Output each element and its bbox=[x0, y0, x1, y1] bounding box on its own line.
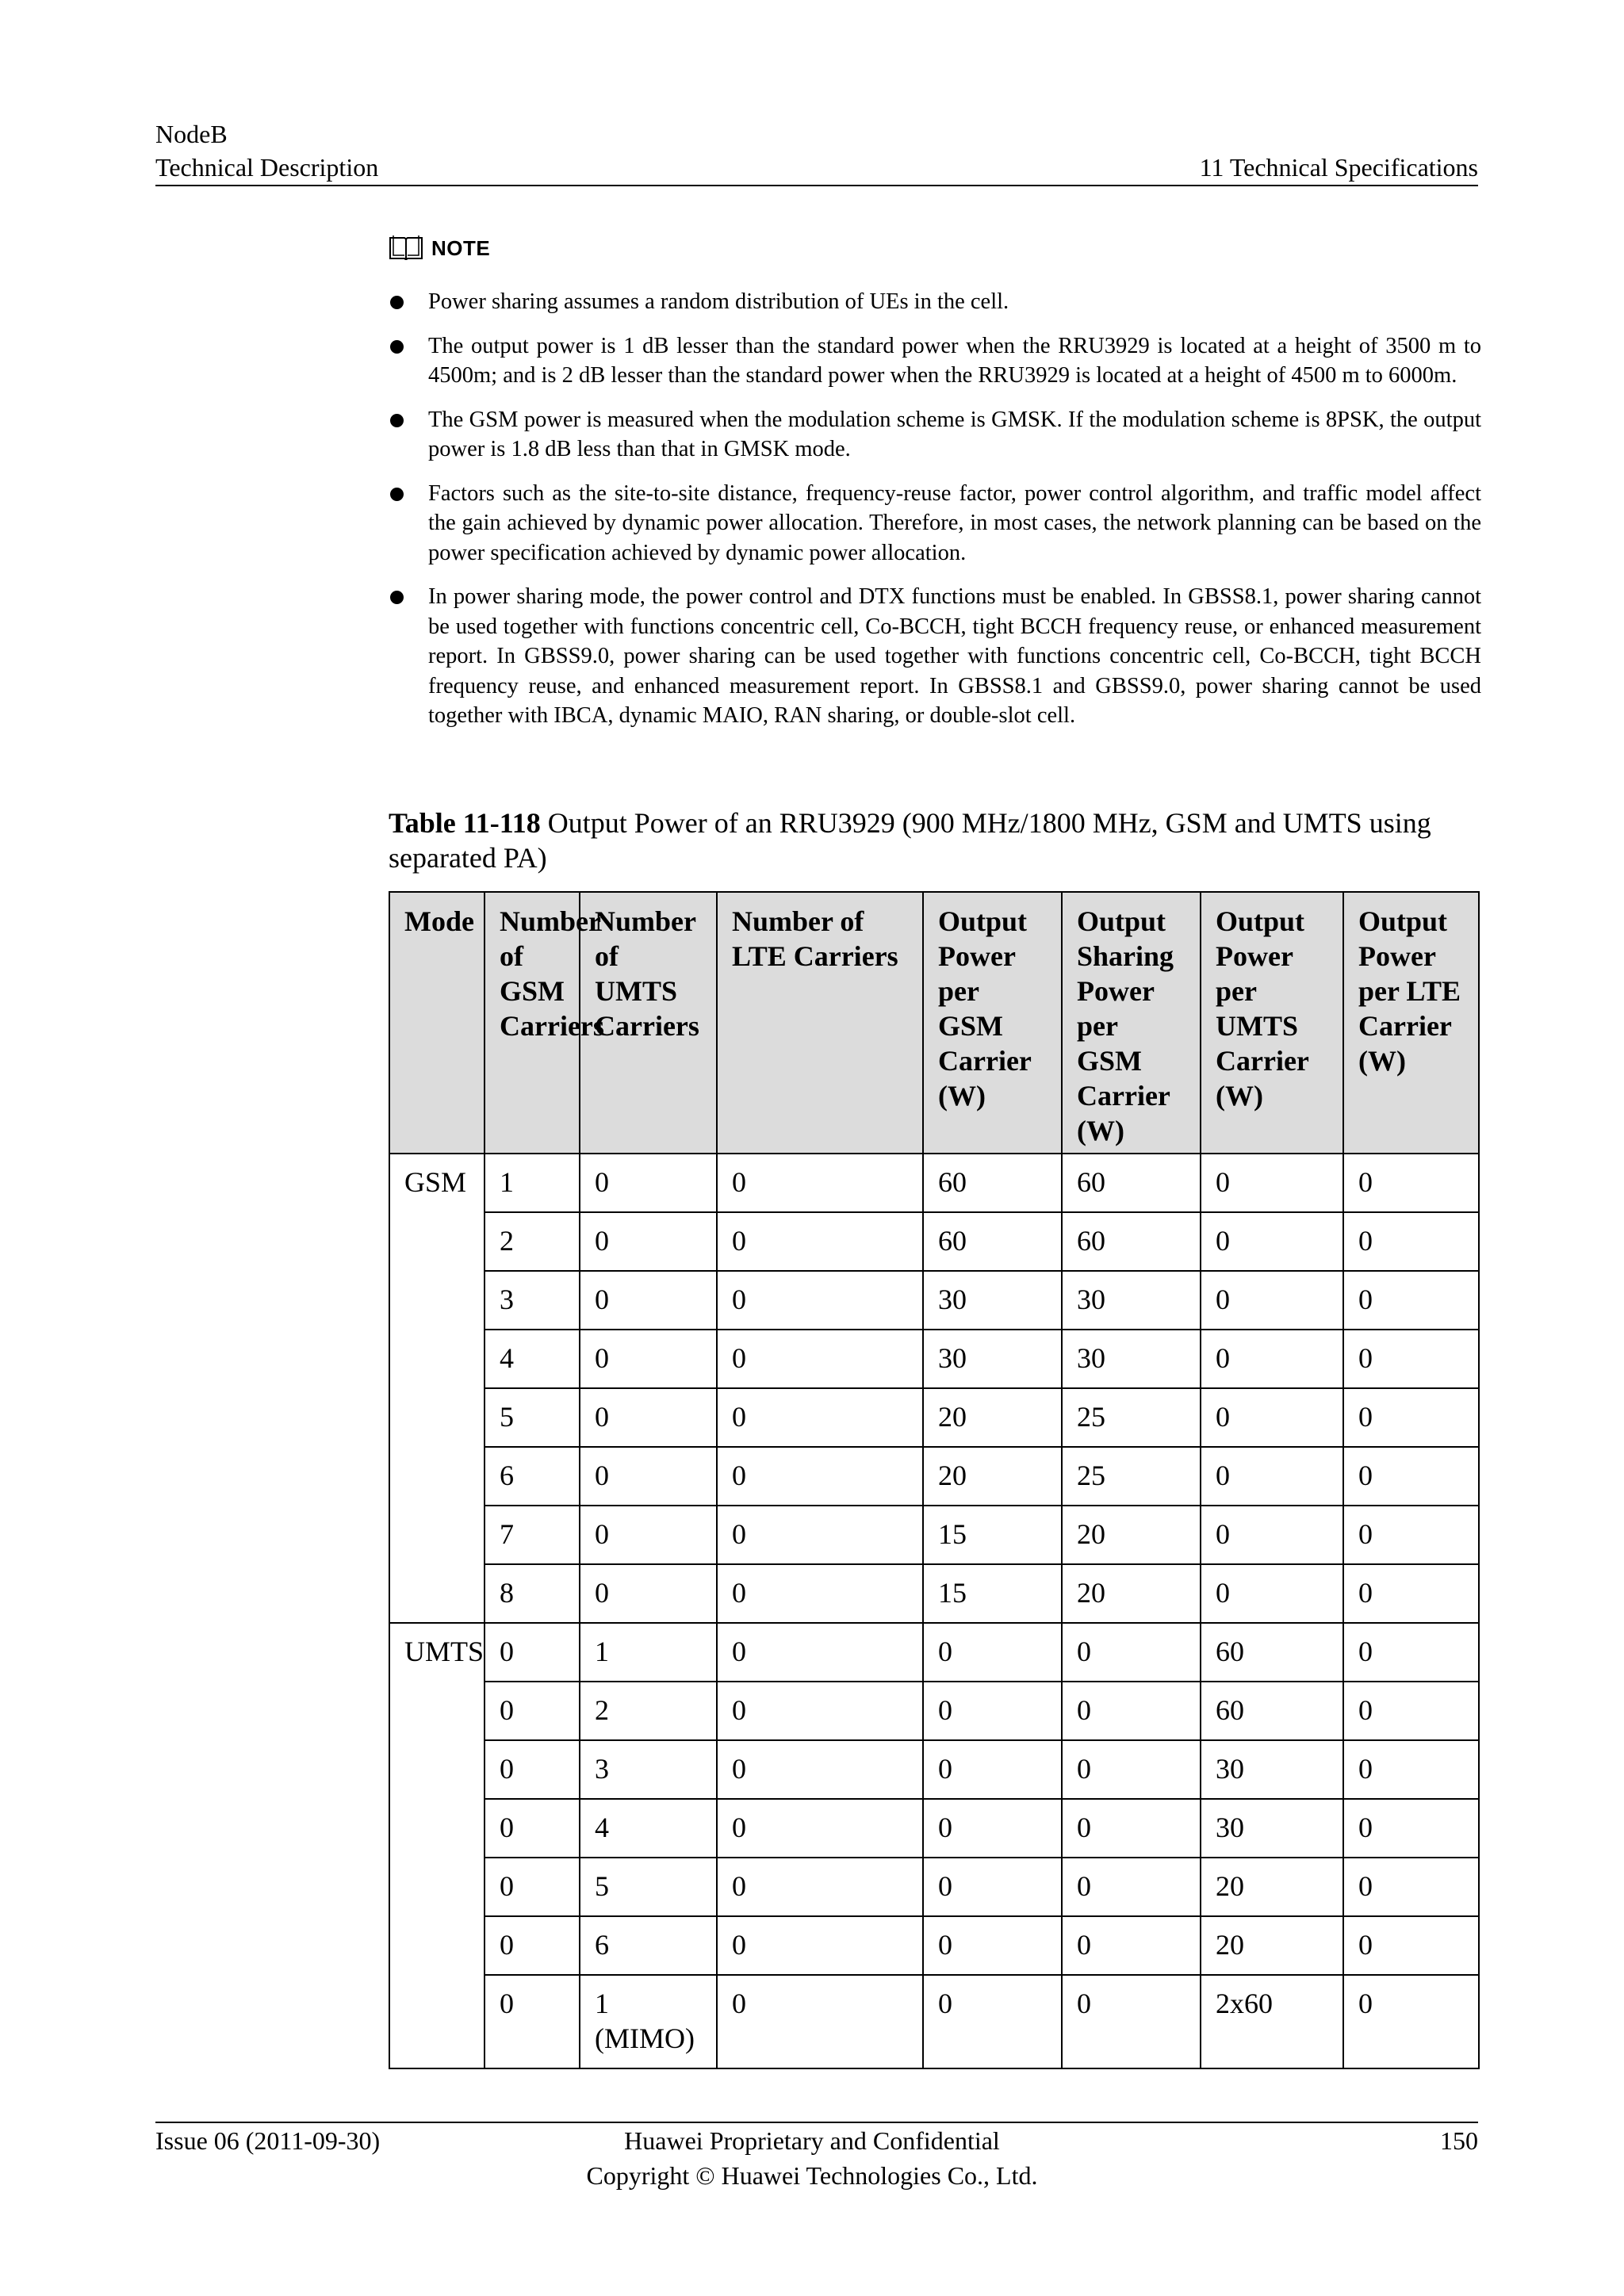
table-cell: 0 bbox=[1343, 1564, 1479, 1623]
table-row bbox=[389, 1447, 1479, 1506]
table-row bbox=[389, 1388, 1479, 1447]
table-cell: 2 bbox=[485, 1212, 580, 1271]
table-cell: 30 bbox=[1201, 1799, 1343, 1858]
table-cell: 0 bbox=[1343, 1740, 1479, 1799]
table-cell: 1 bbox=[485, 1154, 580, 1212]
table-cell: 0 bbox=[717, 1388, 923, 1447]
note-list bbox=[389, 287, 1481, 745]
footer-center bbox=[0, 2123, 1624, 2193]
table-cell: 0 bbox=[923, 1799, 1062, 1858]
table-cell: 30 bbox=[923, 1271, 1062, 1330]
table-cell: 0 bbox=[580, 1154, 717, 1212]
table-cell: 0 bbox=[1343, 1682, 1479, 1740]
table-cell: 2 bbox=[580, 1682, 717, 1740]
table-cell: 0 bbox=[1343, 1388, 1479, 1447]
table-caption-text: Output Power of an RRU3929 (900 MHz/1800 MHz, GSM and UMTS using separated PA) bbox=[389, 807, 1431, 874]
table-cell: 0 bbox=[1062, 1682, 1201, 1740]
table-cell: 0 bbox=[717, 1447, 923, 1506]
table-cell: 0 bbox=[1201, 1271, 1343, 1330]
table-cell: 0 bbox=[717, 1212, 923, 1271]
table-cell: 0 bbox=[580, 1564, 717, 1623]
table-cell: 20 bbox=[923, 1388, 1062, 1447]
table-row bbox=[389, 1564, 1479, 1623]
table-cell: 0 bbox=[580, 1271, 717, 1330]
table-cell: 0 bbox=[485, 1916, 580, 1975]
table-cell: 0 bbox=[580, 1330, 717, 1388]
bullet-icon bbox=[390, 296, 404, 309]
table-cell: 2x60 bbox=[1201, 1975, 1343, 2068]
table-cell: 30 bbox=[923, 1330, 1062, 1388]
table-row bbox=[389, 1623, 1479, 1682]
table-cell: 4 bbox=[580, 1799, 717, 1858]
table-cell: 60 bbox=[1062, 1212, 1201, 1271]
book-icon bbox=[389, 235, 423, 262]
header-rule bbox=[155, 185, 1478, 186]
table-body bbox=[389, 1154, 1479, 2068]
table-cell: 0 bbox=[1343, 1506, 1479, 1564]
table-caption bbox=[389, 806, 1481, 875]
table-cell: 0 bbox=[1201, 1154, 1343, 1212]
table-row bbox=[389, 1975, 1479, 2068]
table-cell: 0 bbox=[1343, 1271, 1479, 1330]
note-item: Factors such as the site-to-site distance, frequency-reuse factor, power control algorithm, and traffic model affect the gain achieved by dynamic power allocation. Therefore, in most cases, the network planning can be based on the power specification achieved by dynamic power allocation. bbox=[389, 479, 1481, 568]
table-cell: 6 bbox=[580, 1916, 717, 1975]
table-header-cell: Mode bbox=[389, 892, 485, 1154]
table-cell: 0 bbox=[1343, 1916, 1479, 1975]
table-cell: 5 bbox=[580, 1858, 717, 1916]
note-label: NOTE bbox=[431, 235, 491, 260]
table-cell: 0 bbox=[717, 1740, 923, 1799]
table-cell: 0 bbox=[717, 1682, 923, 1740]
table-cell: 8 bbox=[485, 1564, 580, 1623]
table-cell: 0 bbox=[1343, 1623, 1479, 1682]
table-cell: 15 bbox=[923, 1564, 1062, 1623]
table-cell: 0 bbox=[1062, 1975, 1201, 2068]
table-cell: 0 bbox=[1201, 1330, 1343, 1388]
table-cell: 60 bbox=[923, 1154, 1062, 1212]
table-cell: 0 bbox=[1343, 1447, 1479, 1506]
table-cell: 0 bbox=[1201, 1564, 1343, 1623]
table-cell: 0 bbox=[717, 1858, 923, 1916]
table-cell: 60 bbox=[923, 1212, 1062, 1271]
table-cell: 20 bbox=[923, 1447, 1062, 1506]
table-cell: 0 bbox=[923, 1916, 1062, 1975]
table-cell: 0 bbox=[1343, 1212, 1479, 1271]
table-header-cell: Number of LTE Carriers bbox=[717, 892, 923, 1154]
table-row bbox=[389, 1916, 1479, 1975]
table-cell: 0 bbox=[923, 1682, 1062, 1740]
table-cell: 1 (MIMO) bbox=[580, 1975, 717, 2068]
table-cell: 0 bbox=[1201, 1447, 1343, 1506]
footer-copyright: Copyright © Huawei Technologies Co., Ltd. bbox=[586, 2161, 1038, 2190]
table-header-cell: Output Power per GSM Carrier (W) bbox=[923, 892, 1062, 1154]
table-cell: 0 bbox=[717, 1975, 923, 2068]
table-cell: 7 bbox=[485, 1506, 580, 1564]
table-row bbox=[389, 1271, 1479, 1330]
table-cell: 0 bbox=[923, 1623, 1062, 1682]
table-header-row bbox=[389, 892, 1479, 1154]
table-cell: 60 bbox=[1201, 1682, 1343, 1740]
table-header-cell: Number of GSM Carriers bbox=[485, 892, 580, 1154]
table-cell: 60 bbox=[1062, 1154, 1201, 1212]
table-cell: 0 bbox=[1343, 1975, 1479, 2068]
page-header bbox=[155, 117, 378, 184]
note-item: The output power is 1 dB lesser than the standard power when the RRU3929 is located at a height of 3500 m to 4500m; and is 2 dB lesser than the standard power when the RRU3929 is located at a height of 4500 m to 6000m. bbox=[389, 331, 1481, 391]
table-header-cell: Output Power per LTE Carrier (W) bbox=[1343, 892, 1479, 1154]
table-cell: 0 bbox=[717, 1506, 923, 1564]
table-cell: 20 bbox=[1201, 1916, 1343, 1975]
footer-page-number: 150 bbox=[1440, 2126, 1478, 2155]
table-cell: 60 bbox=[1201, 1623, 1343, 1682]
table-row bbox=[389, 1506, 1479, 1564]
table-cell: 0 bbox=[717, 1623, 923, 1682]
table-cell: 0 bbox=[923, 1740, 1062, 1799]
table-caption-number: Table 11-118 bbox=[389, 807, 541, 839]
table-cell: 0 bbox=[580, 1212, 717, 1271]
header-product: NodeB bbox=[155, 120, 228, 148]
table-cell: 0 bbox=[485, 1623, 580, 1682]
table-cell: 0 bbox=[1062, 1858, 1201, 1916]
table-cell: 5 bbox=[485, 1388, 580, 1447]
table-cell: 4 bbox=[485, 1330, 580, 1388]
note-item: In power sharing mode, the power control and DTX functions must be enabled. In GBSS8.1, power sharing cannot be used together with functions concentric cell, Co-BCCH, tight BCCH frequency reuse, or enhanced measurement report. In GBSS9.0, power sharing can be used together with functions concentric cell, Co-BCCH, tight BCCH frequency reuse, and enhanced measurement report. In GBSS8.1 and GBSS9.0, power sharing cannot be used together with IBCA, dynamic MAIO, RAN sharing, or double-slot cell. bbox=[389, 582, 1481, 731]
bullet-icon bbox=[390, 591, 404, 604]
table-row bbox=[389, 1682, 1479, 1740]
footer-issue: Issue 06 (2011-09-30) bbox=[155, 2126, 381, 2155]
table-cell: 0 bbox=[1343, 1154, 1479, 1212]
table-cell: 0 bbox=[717, 1916, 923, 1975]
table-cell: 0 bbox=[1062, 1916, 1201, 1975]
table-cell: 0 bbox=[485, 1858, 580, 1916]
table-row bbox=[389, 1212, 1479, 1271]
table-cell: 3 bbox=[580, 1740, 717, 1799]
header-chapter: 11 Technical Specifications bbox=[1199, 153, 1478, 182]
table-cell: 0 bbox=[1201, 1506, 1343, 1564]
bullet-icon bbox=[390, 414, 404, 427]
table-cell: 0 bbox=[923, 1858, 1062, 1916]
note-item: Power sharing assumes a random distribution of UEs in the cell. bbox=[389, 287, 1481, 317]
table-mode-cell: GSM bbox=[389, 1154, 485, 1623]
table-cell: 0 bbox=[1201, 1388, 1343, 1447]
table-cell: 0 bbox=[1201, 1212, 1343, 1271]
table-cell: 0 bbox=[717, 1154, 923, 1212]
table-header-cell: Number of UMTS Carriers bbox=[580, 892, 717, 1154]
table-cell: 0 bbox=[485, 1799, 580, 1858]
table-cell: 20 bbox=[1062, 1564, 1201, 1623]
table-cell: 3 bbox=[485, 1271, 580, 1330]
note-heading bbox=[389, 235, 490, 262]
table-cell: 1 bbox=[580, 1623, 717, 1682]
table-cell: 0 bbox=[485, 1740, 580, 1799]
table-row bbox=[389, 1799, 1479, 1858]
table-row bbox=[389, 1154, 1479, 1212]
table-cell: 0 bbox=[717, 1330, 923, 1388]
table-cell: 25 bbox=[1062, 1388, 1201, 1447]
bullet-icon bbox=[390, 340, 404, 354]
table-cell: 0 bbox=[1343, 1330, 1479, 1388]
table-cell: 0 bbox=[1062, 1740, 1201, 1799]
table-cell: 6 bbox=[485, 1447, 580, 1506]
table-cell: 20 bbox=[1201, 1858, 1343, 1916]
table-cell: 0 bbox=[485, 1682, 580, 1740]
table-cell: 0 bbox=[1062, 1799, 1201, 1858]
table-row bbox=[389, 1740, 1479, 1799]
table-row bbox=[389, 1858, 1479, 1916]
table-cell: 0 bbox=[485, 1975, 580, 2068]
table-cell: 25 bbox=[1062, 1447, 1201, 1506]
table-cell: 0 bbox=[1343, 1858, 1479, 1916]
table-cell: 0 bbox=[1062, 1623, 1201, 1682]
table-cell: 30 bbox=[1062, 1330, 1201, 1388]
table-mode-cell: UMTS bbox=[389, 1623, 485, 2068]
table-cell: 0 bbox=[923, 1975, 1062, 2068]
table-cell: 20 bbox=[1062, 1506, 1201, 1564]
bullet-icon bbox=[390, 488, 404, 501]
table-cell: 0 bbox=[580, 1506, 717, 1564]
table-cell: 0 bbox=[580, 1388, 717, 1447]
table-cell: 15 bbox=[923, 1506, 1062, 1564]
output-power-table bbox=[389, 891, 1480, 2069]
table-cell: 30 bbox=[1062, 1271, 1201, 1330]
table-cell: 0 bbox=[580, 1447, 717, 1506]
table-cell: 30 bbox=[1201, 1740, 1343, 1799]
footer-confidential: Huawei Proprietary and Confidential bbox=[624, 2126, 1000, 2155]
header-doc-title: Technical Description bbox=[155, 153, 379, 182]
table-cell: 0 bbox=[717, 1271, 923, 1330]
table-row bbox=[389, 1330, 1479, 1388]
note-item: The GSM power is measured when the modulation scheme is GMSK. If the modulation scheme is 8PSK, the output power is 1.8 dB less than that in GMSK mode. bbox=[389, 405, 1481, 465]
table-header-cell: Output Power per UMTS Carrier (W) bbox=[1201, 892, 1343, 1154]
table-cell: 0 bbox=[1343, 1799, 1479, 1858]
table-header-cell: Output Sharing Power per GSM Carrier (W) bbox=[1062, 892, 1201, 1154]
table-cell: 0 bbox=[717, 1799, 923, 1858]
table-cell: 0 bbox=[717, 1564, 923, 1623]
